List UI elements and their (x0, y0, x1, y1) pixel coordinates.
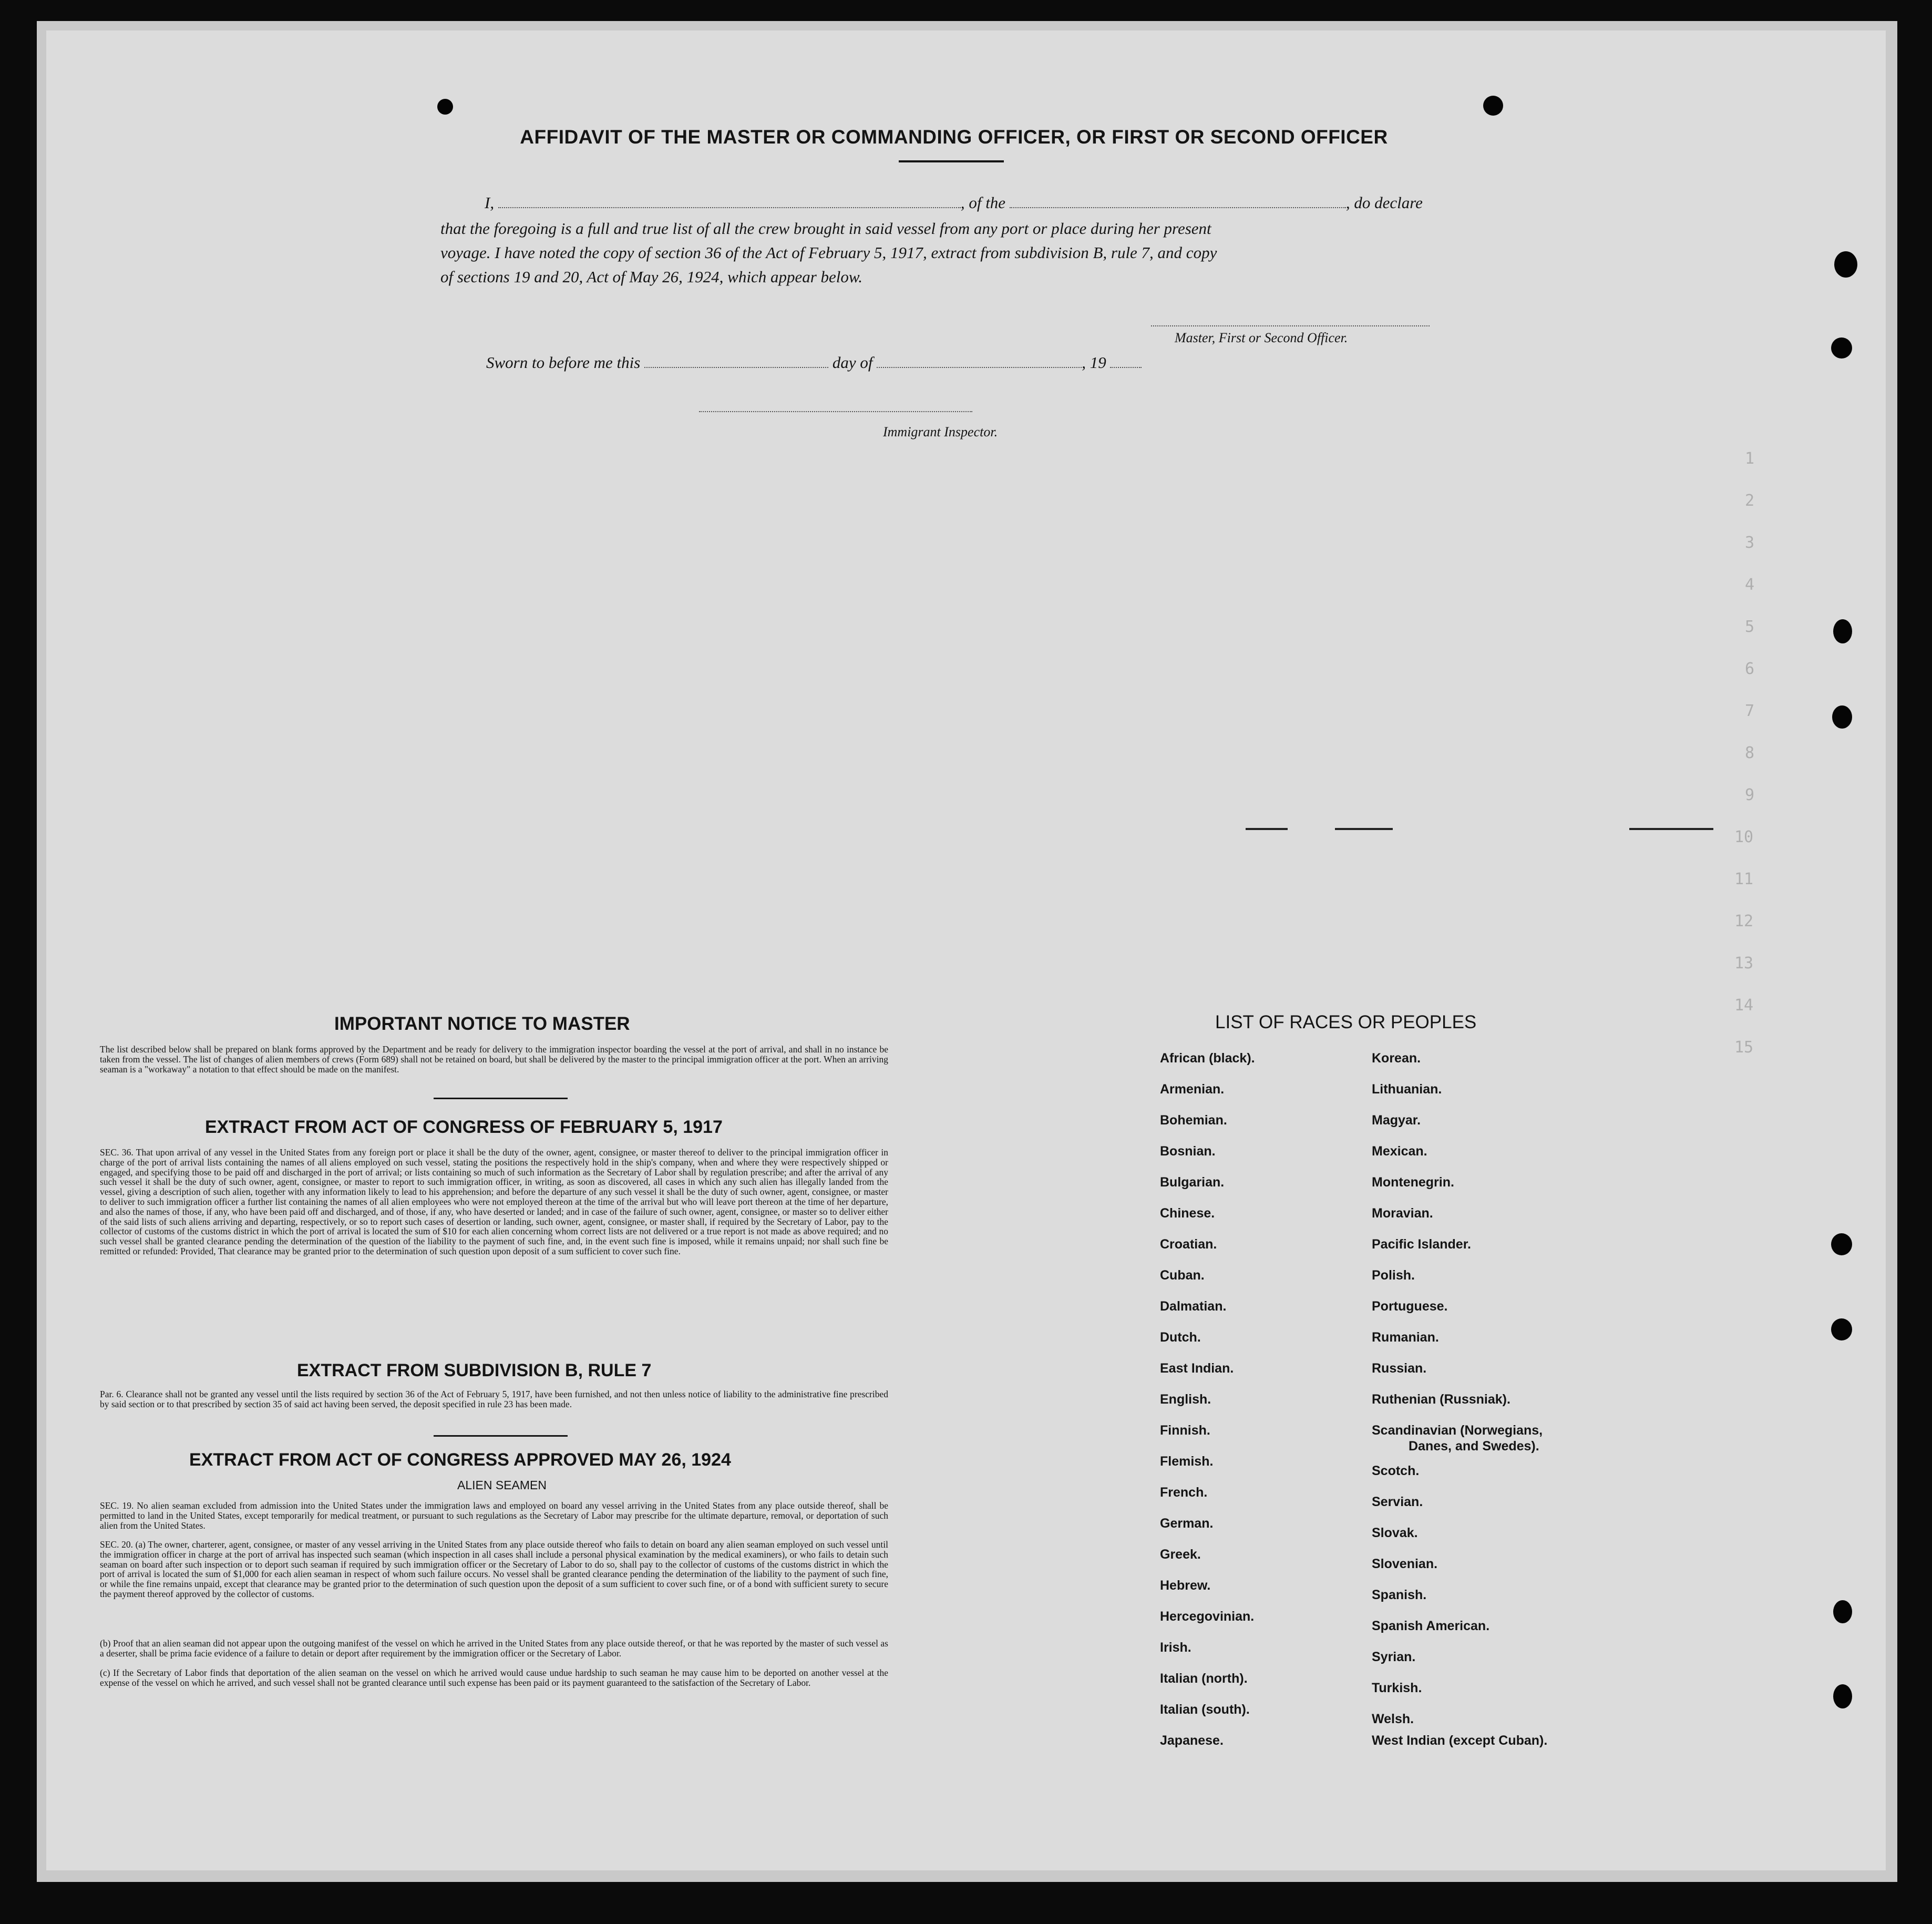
race-item: German. (1160, 1516, 1214, 1531)
bleed-through-mark: 8 (1745, 744, 1755, 762)
race-item: East Indian. (1160, 1361, 1234, 1376)
race-item: French. (1160, 1485, 1208, 1500)
sworn-label: Sworn to before me this (486, 353, 641, 372)
punch-hole (1483, 96, 1503, 116)
affidavit-i-label: I, (485, 193, 495, 212)
bleed-through-mark: 10 (1734, 828, 1754, 846)
bleed-through-mark: 3 (1745, 534, 1755, 552)
race-item: Italian (north). (1160, 1671, 1248, 1686)
race-item: Scandinavian (Norwegians, (1372, 1423, 1543, 1438)
race-item: Magyar. (1372, 1113, 1421, 1128)
punch-hole (1831, 1233, 1852, 1255)
master-name-blank[interactable] (498, 207, 961, 208)
punch-hole (1832, 705, 1852, 729)
affidavit-title: AFFIDAVIT OF THE MASTER OR COMMANDING OFFICER, OR FIRST OR SECOND OFFICER (520, 126, 1388, 148)
bleed-through-mark: 7 (1745, 702, 1755, 720)
year-prefix-label: , 19 (1082, 353, 1106, 372)
race-item: Mexican. (1372, 1144, 1427, 1159)
bleed-through-mark: 15 (1734, 1038, 1754, 1057)
inspector-signature-blank[interactable] (699, 406, 972, 412)
race-item: Flemish. (1160, 1454, 1214, 1469)
race-item: Polish. (1372, 1268, 1415, 1283)
races-title: LIST OF RACES OR PEOPLES (1215, 1012, 1477, 1032)
sworn-month-blank[interactable] (877, 367, 1082, 368)
subdivision-b-text: Par. 6. Clearance shall not be granted any vessel until the lists required by section 36 of the Act of February 5, 1917, have been furnished, and not then unless notice of liability to the administrative fine prescribed by said section or to that prescribed by section 35 of said act having been served, the deposit specified in rule 23 has been made. (100, 1389, 888, 1409)
bleed-through-mark: 12 (1734, 912, 1754, 930)
affidavit-line-4: of sections 19 and 20, Act of May 26, 1924, which appear below. (440, 268, 863, 286)
punch-hole (1831, 337, 1852, 359)
notice-text: The list described below shall be prepared on blank forms approved by the Department and be ready for delivery to the immigration inspector boarding the vessel at the port of arrival, and shall in no instance be taken from the vessel. The list of changes of alien members of crews (Form 689) shall not be retained on board, but shall be delivered by the master to the principal immigration officer at the port. When an arriving seaman is a "workaway" a notation to that effect should be made on the manifest. (100, 1044, 888, 1074)
race-item: Bosnian. (1160, 1144, 1216, 1159)
race-item: Lithuanian. (1372, 1082, 1442, 1097)
extract-1924-sec20b: (b) Proof that an alien seaman did not appear upon the outgoing manifest of the vessel on which he arrived in the United States from any place outside thereof, or that he was reported by the master of such vessel as a deserter, shall be prima facie evidence of a failure to detain or deport after requirement by the immigration officer or the Secretary of Labor. (100, 1638, 888, 1659)
race-item: Armenian. (1160, 1082, 1225, 1097)
race-item: African (black). (1160, 1051, 1255, 1066)
bleed-through-mark: 14 (1734, 996, 1754, 1015)
race-item: Spanish American. (1372, 1619, 1490, 1633)
sworn-line (486, 353, 1142, 372)
race-item: Chinese. (1160, 1206, 1215, 1221)
sworn-year-blank[interactable] (1110, 367, 1142, 368)
race-item: Moravian. (1372, 1206, 1433, 1221)
race-item: Pacific Islander. (1372, 1237, 1471, 1252)
race-item: Italian (south). (1160, 1702, 1250, 1717)
race-item: English. (1160, 1392, 1211, 1407)
race-item: Russian. (1372, 1361, 1427, 1376)
race-item: Dutch. (1160, 1330, 1201, 1345)
vessel-name-blank[interactable] (1010, 207, 1346, 208)
notice-title: IMPORTANT NOTICE TO MASTER (334, 1014, 630, 1034)
bleed-through-mark: 5 (1745, 618, 1755, 636)
sworn-day-blank[interactable] (644, 367, 828, 368)
punch-hole (1833, 1684, 1852, 1708)
race-item: Rumanian. (1372, 1330, 1439, 1345)
race-item: Greek. (1160, 1547, 1201, 1562)
subdivision-b-title: EXTRACT FROM SUBDIVISION B, RULE 7 (297, 1360, 652, 1380)
bleed-through-mark: 6 (1745, 660, 1755, 678)
section-rule (434, 1435, 568, 1437)
punch-hole (1831, 1318, 1852, 1340)
race-item: Cuban. (1160, 1268, 1205, 1283)
punch-hole (437, 99, 453, 115)
race-item: Bulgarian. (1160, 1175, 1225, 1190)
stray-mark (1246, 828, 1288, 830)
extract-1924-sec20c: (c) If the Secretary of Labor finds that deportation of the alien seaman on the vessel on which he arrived would cause undue hardship to such seaman he may cause him to be deported on another vessel at the expense of the vessel on which he arrived, and such vessel shall not be granted clearance until such expense has been paid or its payment guaranteed to the satisfaction of the Secretary of Labor. (100, 1667, 888, 1688)
bleed-through-mark: 2 (1745, 492, 1755, 510)
section-rule (434, 1098, 568, 1099)
race-item: Servian. (1372, 1495, 1423, 1509)
race-item: Croatian. (1160, 1237, 1217, 1252)
stray-mark (1629, 828, 1713, 830)
bleed-through-mark: 4 (1745, 576, 1755, 594)
race-item: Irish. (1160, 1640, 1191, 1655)
race-item: Portuguese. (1372, 1299, 1448, 1314)
race-item: Korean. (1372, 1051, 1421, 1066)
race-item: Slovenian. (1372, 1557, 1438, 1571)
race-item: Scotch. (1372, 1464, 1420, 1478)
bleed-through-mark: 13 (1734, 954, 1754, 973)
punch-hole (1834, 251, 1857, 278)
race-item: Ruthenian (Russniak). (1372, 1392, 1510, 1407)
race-item: Hebrew. (1160, 1578, 1211, 1593)
race-item: Danes, and Swedes). (1409, 1439, 1539, 1454)
race-item: Japanese. (1160, 1733, 1224, 1748)
day-of-label: day of (832, 353, 873, 372)
inspector-caption: Immigrant Inspector. (883, 424, 998, 439)
punch-hole (1833, 1600, 1852, 1623)
affidavit-of-the-label: , of the (960, 193, 1006, 212)
race-item: Hercegovinian. (1160, 1609, 1255, 1624)
race-item: Turkish. (1372, 1681, 1422, 1695)
affidavit-line-3: voyage. I have noted the copy of section 36 of the Act of February 5, 1917, extract from subdivision B, rule 7, and copy (440, 243, 1217, 262)
title-rule (899, 160, 1004, 162)
race-item: West Indian (except Cuban). (1372, 1733, 1548, 1748)
race-item: Spanish. (1372, 1588, 1427, 1602)
bleed-through-mark: 11 (1734, 870, 1754, 888)
punch-hole (1833, 619, 1852, 643)
extract-1924-title: EXTRACT FROM ACT OF CONGRESS APPROVED MAY 26, 1924 (189, 1450, 731, 1470)
extract-1917-text: SEC. 36. That upon arrival of any vessel in the United States from any foreign port or place it shall be the duty of the owner, agent, consignee, or master thereof to deliver to the principal immigration officer in charge of the port of arrival lists containing the names of all aliens employed on such vessel, stating the positions the respectively hold in the ship's company, when and where they were respectively shipped or engaged, and specifying those to be paid off and discharged in the port of arrival; or lists containing so much of such information as the Secretary of Labor shall by regulation prescribe; and after the arrival of any such vessel it shall be the duty of such owner, agent, consignee, or master to report to such immigration officer, in writing, as soon as discovered, all cases in which any such alien has illegally landed from the vessel, giving a description of such alien, together with any information likely to lead to his apprehension; and before the departure of any such vessel it shall be the duty of such owner, agent, consignee, or master to deliver to such immigration officer a further list containing the names of all alien employees who were not employed thereon at the time of the arrival but who will leave port thereon at the time of her departure, and also the names of those, if any, who have been paid off and discharged, and of those, if any, who have deserted or landed; and in case of the failure of such owner, agent, consignee, or master so to deliver either of the said lists of such aliens arriving and departing, respectively, or so to report such cases of desertion or landing, such owner, agent, consignee, or master shall, if required by the Secretary of Labor, pay to the collector of customs of the customs district in which the port of arrival is located the sum of $10 for each alien concerning whom correct lists are not delivered or a true report is not made as above required; and no such vessel shall be granted clearance pending the determination of the question of the liability to the payment of such fine, and, in the event such fine is imposed, while it remains unpaid; nor shall such fine be remitted or refunded: Provided, That clearance may be granted prior to the determination of such question upon deposit of a sum sufficient to cover such fine. (100, 1147, 888, 1256)
bleed-through-mark: 1 (1745, 449, 1755, 468)
alien-seamen-subtitle: ALIEN SEAMEN (457, 1478, 547, 1492)
affidavit-line-2: that the foregoing is a full and true list of all the crew brought in said vessel from any port or place during her present (440, 219, 1211, 238)
master-caption: Master, First or Second Officer. (1175, 330, 1348, 345)
race-item: Welsh. (1372, 1712, 1414, 1726)
extract-1917-title: EXTRACT FROM ACT OF CONGRESS OF FEBRUARY 5, 1917 (205, 1117, 723, 1137)
affidavit-declaration-line (485, 193, 1423, 212)
race-item: Montenegrin. (1372, 1175, 1454, 1190)
extract-1924-sec20a: SEC. 20. (a) The owner, charterer, agent, consignee, or master of any vessel arriving in the United States from any place outside thereof who fails to detain on board any alien seaman employed on such vessel until the immigration officer in charge at the port of arrival has inspected such seaman (which inspection in all cases shall include a personal physical examination by the medical examiners), or who fails to detain such seaman on board after such inspection or to deport such seaman if required by such immigration officer or the Secretary of Labor to do so, shall pay to the collector of customs of the customs district in which the port of arrival is located the sum of $1,000 for each alien seaman in respect of whom such failure occurs. No vessel shall be granted clearance pending the determination of the liability to the payment of such fine, or while the fine remains unpaid, except that clearance may be granted prior to the determination of such question upon the deposit of a sum sufficient to cover such fine, or of a bond with sufficient surety to secure the payment thereof approved by the collector of customs. (100, 1539, 888, 1599)
extract-1924-sec19: SEC. 19. No alien seaman excluded from admission into the United States under the immigration laws and employed on board any vessel arriving in the United States from any place outside thereof, shall be permitted to land in the United States, except temporarily for medical treatment, or pursuant to such regulations as the Secretary of Labor may prescribe for the ultimate departure, removal, or deportation of such alien from the United States. (100, 1500, 888, 1531)
race-item: Bohemian. (1160, 1113, 1227, 1128)
race-item: Slovak. (1372, 1526, 1418, 1540)
master-signature-blank[interactable] (1151, 318, 1430, 326)
race-item: Finnish. (1160, 1423, 1210, 1438)
affidavit-declare-label: , do declare (1345, 193, 1423, 212)
race-item: Syrian. (1372, 1650, 1416, 1664)
bleed-through-mark: 9 (1745, 786, 1755, 804)
stray-mark (1335, 828, 1393, 830)
race-item: Dalmatian. (1160, 1299, 1227, 1314)
